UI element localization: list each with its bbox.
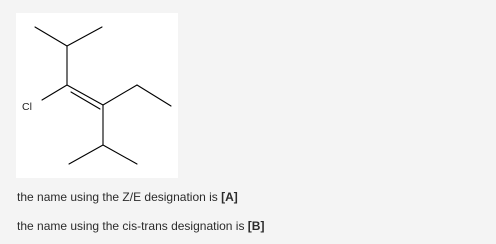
- structure-panel: [16, 13, 178, 178]
- answer-blank-a[interactable]: [A]: [221, 190, 238, 204]
- bond-c3-cl: [42, 85, 67, 100]
- skeletal-structure: [16, 13, 178, 178]
- chlorine-label: Cl: [22, 101, 32, 113]
- double-bond-main: [67, 85, 103, 105]
- bond-ethyl-2: [137, 85, 171, 106]
- answer-blank-b[interactable]: [B]: [247, 219, 265, 233]
- cis-trans-question: [17, 219, 264, 233]
- ze-question: [17, 190, 238, 204]
- bond-isopropyl-top-right: [67, 27, 102, 46]
- bond-isopropyl-top-left: [35, 27, 67, 46]
- bond-ethyl-1: [103, 85, 137, 105]
- bond-isopropyl-bottom-left: [69, 145, 103, 164]
- bond-isopropyl-bottom-right: [103, 145, 137, 164]
- ze-question-text: the name using the Z/E designation is: [17, 190, 222, 204]
- cis-trans-question-text: the name using the cis-trans designation is: [17, 219, 248, 233]
